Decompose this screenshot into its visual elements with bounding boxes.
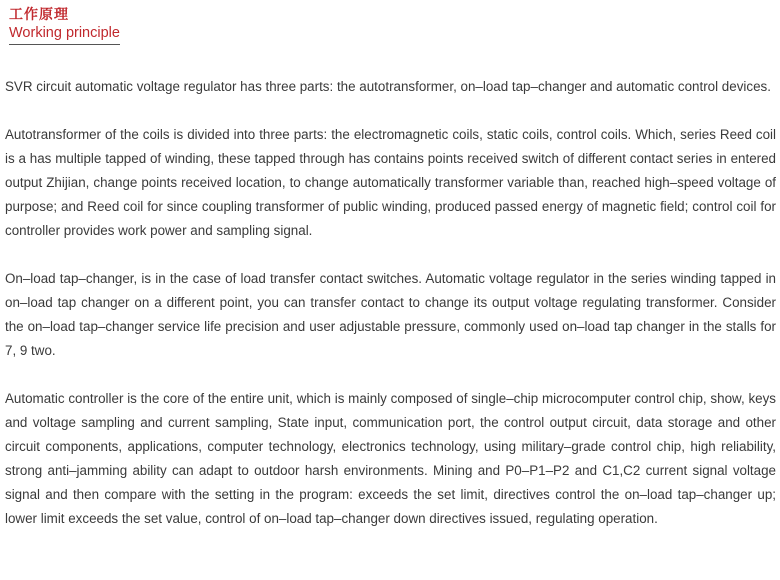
section-title-chinese: 工作原理	[9, 7, 69, 23]
paragraph-automatic-controller: Automatic controller is the core of the entire unit, which is mainly composed of single–chip microcomputer control chip, show, keys and voltage sampling and current sampling, State input, communication port, the control output circuit, data storage and other circuit components, applications, computer technology, electronics technology, using military–grade control chip, high reliability, strong anti–jamming ability can adapt to outdoor harsh environments. Mining and P0–P1–P2 and C1,C2 current signal voltage signal and then compare with the setting in the program: exceeds the set limit, directives control the on–load tap–changer up; lower limit exceeds the set value, control of on–load tap–changer down directives issued, regulating operation.	[5, 391, 776, 526]
section-heading	[9, 6, 120, 45]
paragraph-autotransformer: Autotransformer of the coils is divided into three parts: the electromagnetic coils, static coils, control coils. Which, series Reed coil is a has multiple tapped of winding, these tapped through has contains points received switch of different contact series in entered output Zhijian, change points received location, to change automatically transformer variable than, reached high–speed voltage of purpose; and Reed coil for since coupling transformer of public winding, produced passed energy of magnetic field; control coil for controller provides work power and sampling signal.	[5, 127, 776, 238]
article-body	[5, 75, 776, 555]
paragraph-tap-changer: On–load tap–changer, is in the case of load transfer contact switches. Automatic voltage regulator in the series winding tapped in on–load tap changer on a different point, you can transfer contact to change its output voltage regulating transformer. Consider the on–load tap–changer service life precision and user adjustable pressure, commonly used on–load tap changer in the stalls for 7, 9 two.	[5, 271, 776, 358]
paragraph-overview: SVR circuit automatic voltage regulator has three parts: the autotransformer, on–load tap–changer and automatic control devices.	[5, 79, 771, 94]
section-title-english: Working principle	[9, 24, 120, 45]
